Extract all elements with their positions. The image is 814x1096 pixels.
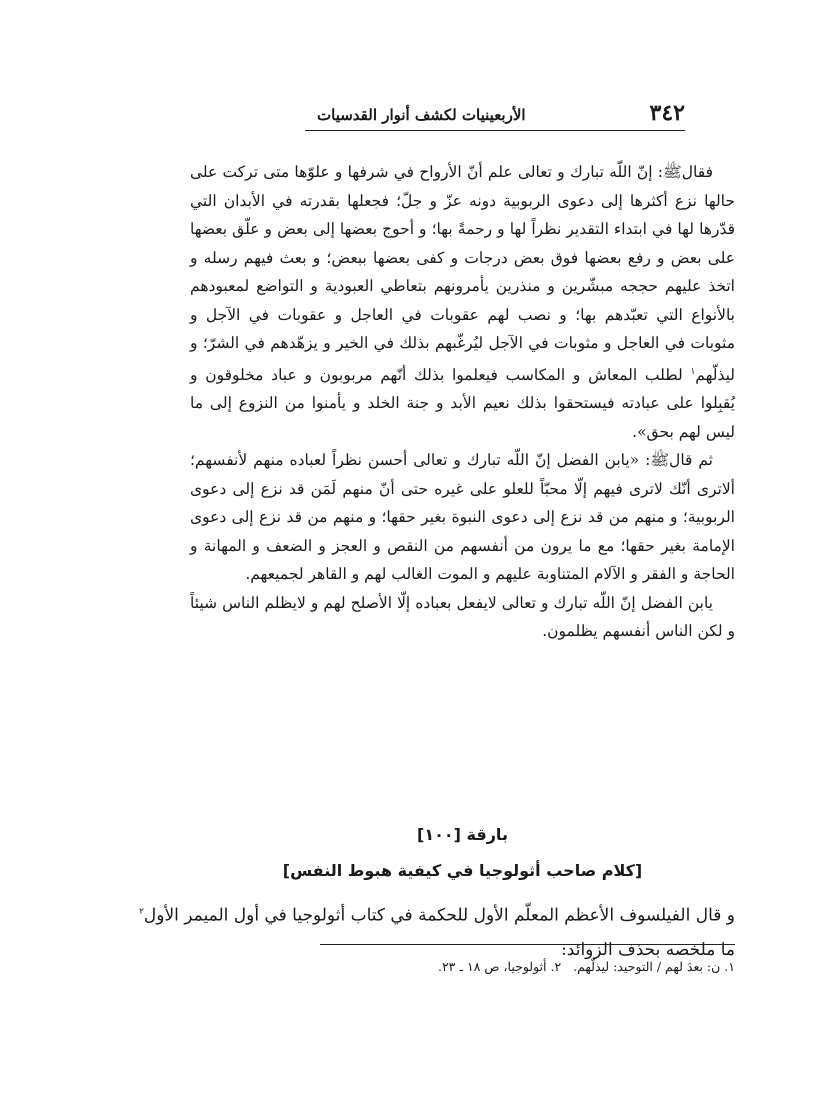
paragraph-2: ثم قال‌ﷺ: «يابن الفضل إنّ اللّه تبارك و تعالى أحسن نظراً لعباده منهم لأنفسهم؛ ألاترى أنّك لاترى فيهم إلّا محبّاً للعلو على غيره حتى أنّ منهم لَمَن قد نزع إلى دعوى الربوبية؛ و منهم من قد نزع إلى دعوى النبوة بغير حقها؛ و منهم من قد نزع إلى دعوى الإمامة بغير حقها؛ مع ما يرون من أنفسهم من النقص و العجز و الضعف و المهانة و الحاجة و الفقر و الآلام المتناوبة عليهم و الموت الغالب لهم و القاهر لجميعهم. bbox=[190, 451, 735, 584]
section-paragraph-ending: ما ملخصه بحذف الزوائد: bbox=[561, 939, 735, 960]
paragraph-3: يابن الفضل إنّ اللّه تبارك و تعالى لايفعل بعباده إلّا الأصلح لهم و لايظلم الناس شيئاً و لكن الناس أنفسهم يظلمون. bbox=[190, 593, 735, 641]
page-number: ٣٤٢ bbox=[649, 100, 685, 126]
paragraph-1-continuation: لطلب المعاش و المكاسب فيعلموا بذلك أنّهم مربوبون و عباد مخلوقون و يُقبِلوا على عبادته فيستحقوا بذلك نعيم الأبد و جنة الخلد و يأمنوا من النزوع إلى ما ليس لهم بحق». bbox=[190, 365, 735, 441]
main-text bbox=[190, 158, 735, 646]
footnote-2: ٢. أثولوجيا، ص ١٨ ـ ٢٣. bbox=[437, 959, 562, 974]
section-paragraph-text: و قال الفيلسوف الأعظم المعلّم الأول للحكمة في كتاب أثولوجيا في أول الميمر الأول bbox=[143, 905, 735, 926]
section-subtitle: [كلام صاحب أثولوجيا في كيفية هبوط النفس] bbox=[282, 861, 643, 880]
section-title: بارقة [١٠٠] bbox=[417, 825, 508, 844]
footnote-divider bbox=[320, 944, 735, 945]
footnote-mark-1: ١ bbox=[690, 366, 696, 377]
section-paragraph bbox=[110, 895, 735, 967]
footnote-1: ١. ن: بعدَ لهم / التوحيد: ليذلّهم. bbox=[573, 959, 735, 974]
footnotes bbox=[190, 957, 735, 977]
footnote-mark-2: ٢ bbox=[139, 907, 144, 917]
paragraph-1 bbox=[190, 158, 735, 446]
paragraph-1-text: فقال‌ﷺ: إنّ اللّه تبارك و تعالى علم أنّ الأرواح في شرفها و علوّها متى تركت على حالها نزع أكثرها إلى دعوى الربوبية دونه عزّ و جلّ؛ فجعلها بقدرته في الأبدان التي قدّرها لها في ابتداء التقدير نظراً لها و رحمةً بها؛ و أحوج بعضها إلى بعض و علّق بعضها على بعض و رفع بعضها فوق بعض درجات و كفى بعضها ببعض؛ و بعث فيهم رسله و اتخذ عليهم حججه مبشّرين و منذرين يأمرونهم بتعاطي العبودية و التواضع لمعبودهم بالأنواع التي تعبّدهم بها؛ و نصب لهم عقوبات في العاجل و عقوبات في الآجل و مثوبات في العاجل و مثوبات في الآجل ليُرغّبهم بذلك في الخير و يزهّدهم في الشرّ؛ و ليذلّهم bbox=[190, 163, 735, 384]
page-header bbox=[305, 100, 685, 131]
running-title: الأربعينيات لكشف أنوار القدسيات bbox=[317, 106, 526, 124]
